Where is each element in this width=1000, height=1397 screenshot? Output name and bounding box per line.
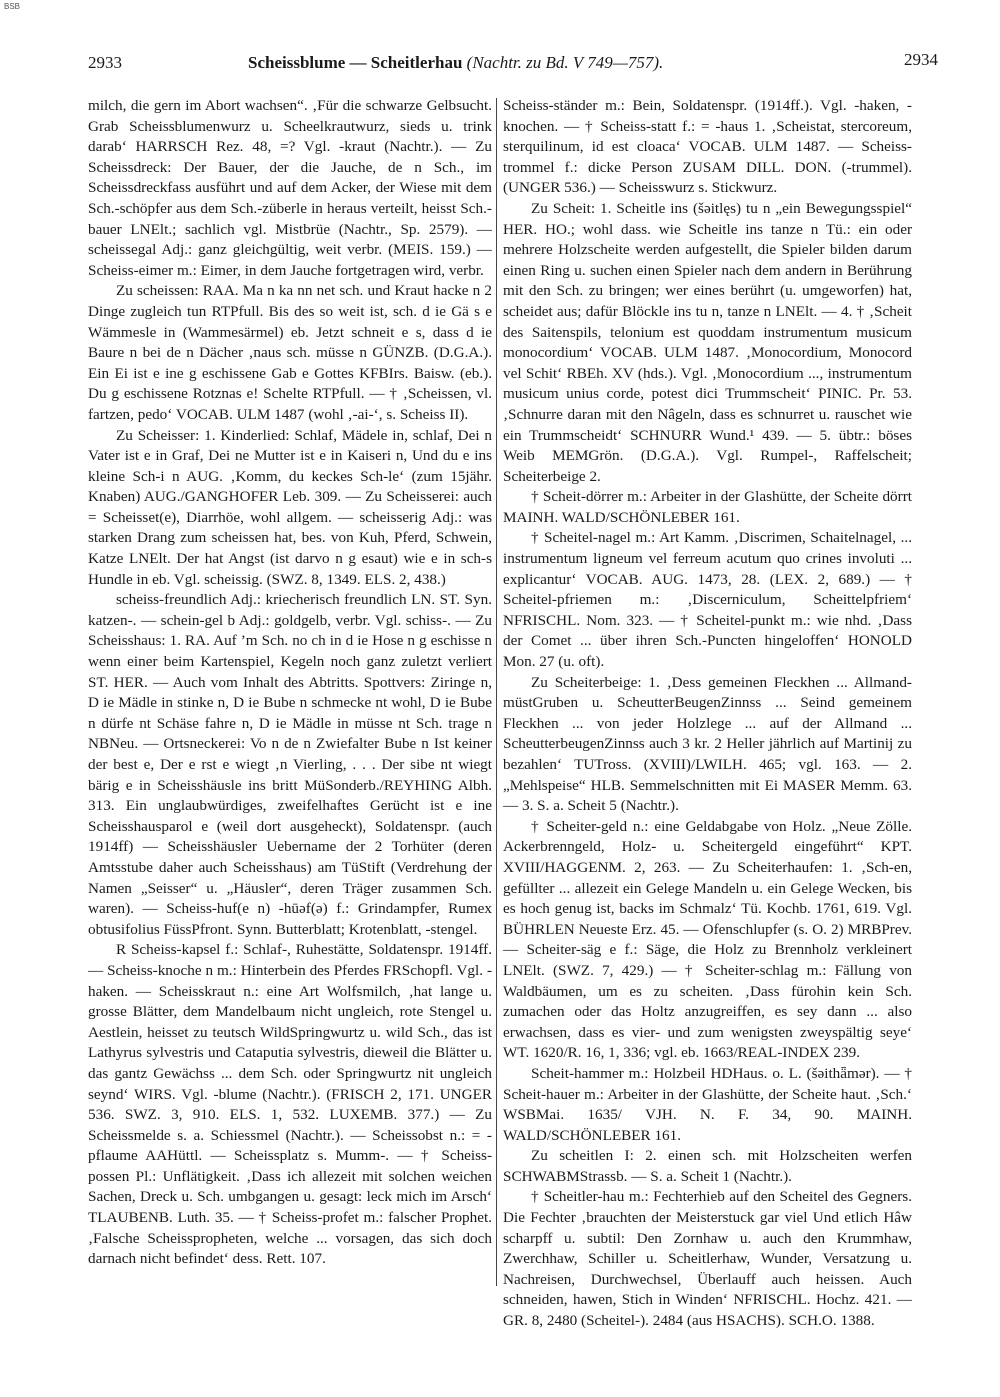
running-title-sub: (Nachtr. zu Bd. V 749—757).	[466, 53, 664, 72]
paragraph: Zu scheissen: RAA. Ma n ka nn net sch. und Kraut hacke n 2 Dinge zugleich tun RTPfull. Bis des so weit ist, sch. d ie Gä s e Wämmesle in (Wammesärmel) eb. Jetzt schneit e s, dass d ie Baure n bei de n Dächer ‚naus sch. müsse n GÜNZB. (D.G.A.). Ein Ei ist e ine g eschissene Gab e Gottes KFBIrs. Baisw. (eb.). Du g eschissene Rotznas e! Schelte RTPfull. — † ‚Scheissen, vl. fartzen, pedo‘ VOCAB. ULM 1487 (wohl ‚-ai-‘, s. Scheiss II).	[88, 282, 492, 423]
running-title	[248, 53, 663, 73]
paragraph: † Scheit-dörrer m.: Arbeiter in der Glashütte, der Scheite dörrt MAINH. WALD/SCHÖNLEBER 161.	[503, 488, 912, 526]
paragraph: † Scheitel-nagel m.: Art Kamm. ‚Discrimen, Schaitelnagel, ... instrumentum ligneum vel ferreum acutum quo crines involuti ... explicantur‘ VOCAB. AUG. 1473, 28. (LEX. 2, 689.) — † Scheitel-pfriemen m.: ‚Discerniculum, Scheittelpfriem‘ NFRISCHL. Nom. 323. — † Scheitel-punkt m.: wie nhd. ‚Dass der Comet ... über ihren Sch.-Puncten hingeloffen‘ HONOLD Mon. 27 (u. oft).	[503, 529, 912, 671]
paragraph: Zu Scheisser: 1. Kinderlied: Schlaf, Mädele in, schlaf, Dei n Vater ist e in Graf, Dei ne Mutter ist e in Kaiseri n, Und du e ins kleine Sch-i n AUG. ‚Komm, du keckes Sch-le‘ (zum 15jähr. Knaben) AUG./GANGHOFER Leb. 309. — Zu Scheisserei: auch = Scheisset(e), Diarrhöe, wohl allgem. — scheisserig Adj.: was starken Drang zum scheissen hat, bes. von Kuh, Pferd, Schwein, Katze LNElt. Der hat Angst (ist darvo n g esaut) wie e in sch-s Hundle in eb. Vgl. scheissig. (SWZ. 8, 1349. ELS. 2, 438.)	[88, 426, 492, 588]
running-title-main: Scheissblume — Scheitlerhau	[248, 53, 463, 72]
paragraph: scheiss-freundlich Adj.: kriecherisch freundlich LN. ST. Syn. katzen-. — schein-gel b Adj.: goldgelb, verbr. Vgl. schiss-. — Zu Scheisshaus: 1. RA. Auf ’m Sch. no ch in d ie Hose n g eschisse n wenn einer beim Kartenspiel, Kegeln noch ganz zuletzt verliert ST. HER. — Auch vom Inhalt des Abtritts. Spottvers: Ziringe n, D ie Mädle in stinke n, D ie Bube n schmecke nt wohl, D ie Bube n dürfe nt Schäse fahre n, D ie Mädle in müsse nt Sch. trage n NBNeu. — Ortsneckerei: Vo n de n Zwiefalter Bube n Ist keiner der best e, Der e rst e wiegt ‚n Vierling, . . . Der sibe nt wiegt bärig e in Scheisshäusle ins britt MüSonderb./REYHING Albh. 313. Ein unglaubwürdiges, zweifelhaftes Gerücht ist e ine Scheisshausparol e (weil dort ausgeheckt), Soldatenspr. (auch 1914ff) — Scheisshäusler Uebername der 2 Torhüter (deren Amtsstube daher auch Scheisshaus) am TüStift (Verdrehung der Namen „Seisser“ u. „Häusler“, deren Träger zusammen Sch. waren). — Scheiss-huf(e n) -hūəf(ə) f.: Grindampfer, Rumex obtusifolius FüssPfront. Synn. Butterblatt; Krotenblatt, -stengel.	[88, 591, 492, 938]
paragraph: Zu scheitlen I: 2. einen sch. mit Holzscheiten werfen SCHWABMStrassb. — S. a. Scheit 1 (Nachtr.).	[503, 1147, 912, 1185]
paragraph: Zu Scheit: 1. Scheitle ins (šəitlęs) tu n „ein Bewegungsspiel“ HER. HO.; wohl dass. wie Scheitle ins tanze n Tü.: ein oder mehrere Holzscheite werden aufgestellt, die Spieler bilden darum einen Ring u. suchen einen Spieler nach dem andern in Berührung mit den Sch. zu bringen; wer eines berührt (u. umgeworfen) hat, scheidet aus; dafür Blöckle ins tu n, tanze n LNElt. — 4. † ‚Scheit des Saitenspils, telonium est quoddam instrumentum musicum monocordium‘ VOCAB. ULM 1487. ‚Monocordium, Monocord vel Schit‘ RBEh. XV (hds.). Vgl. ‚Monocordium ..., instrumentum musicum unius corde, potest dici Trummscheit‘ PINIC. Pr. 53. ‚Schnurre daran mit den Nâgeln, dass es schnurret u. rauschet wie ein Trummscheidt‘ SCHNURR Wund.¹ 439. — 5. übtr.: böses Weib MEMGrön. (D.G.A.). Vgl. Rumpel-, Raffelscheit; Scheiterbeige 2.	[503, 199, 912, 485]
page-number-right: 2934	[904, 50, 938, 69]
paragraph: † Scheiter-geld n.: eine Geldabgabe von Holz. „Neue Zölle. Ackerbrenngeld, Holz- u. Scheitergeld eingeführt“ KPT. XVIII/HAGGENM. 2, 263. — Zu Scheiterhaufen: 1. ‚Sch-en, gefüllter ... allezeit ein Gelege Mandeln u. ein Gelege Wecken, bis es hoch genug ist, backs im Schmalz‘ Tü. Kochb. 1761, 619. Vgl. BÜHRLEN Neueste Erz. 45. — Ofenschlupfer (s. O. 2) MRBPrev. — Scheiter-säg e f.: Säge, die Holz zu Brennholz verkleinert LNElt. (SWZ. 7, 429.) — † Scheiter-schlag m.: Fällung von Waldbäumen, um es zu scheiten. ‚Dass fürohin kein Sch. zumachen oder das Holtz anzugreiffen, es sey dann ... also erwachsen, dass es vier- und zum wenigsten zweyspältig seye‘ WT. 1620/R. 16, 1, 336; vgl. eb. 1663/REAL-INDEX 239.	[503, 817, 912, 1062]
paragraph: Scheit-hammer m.: Holzbeil HDHaus. o. L. (šəithǟmər). — † Scheit-hauer m.: Arbeiter in der Glashütte, der Scheite haut. ‚Sch.‘ WSBMai. 1635/ VJH. N. F. 34, 90. MAINH. WALD/SCHÖNLEBER 161.	[503, 1064, 912, 1144]
column-divider	[496, 98, 497, 1286]
left-column	[88, 96, 492, 1270]
page-header	[88, 50, 938, 76]
library-stamp: BSB	[4, 2, 21, 11]
paragraph: R Scheiss-kapsel f.: Schlaf-, Ruhestätte, Soldatenspr. 1914ff. — Scheiss-knoche n m.: Hinterbein des Pferdes FRSchopfl. Vgl. -haken. — Scheisskraut n.: eine Art Wolfsmilch, ‚hat lange u. grosse Blätter, dem Mandelbaum nicht ungleich, rote Stengel u. Aestlein, heisset zu teutsch WildSpringwurtz u. wild Sch., das ist Lathyrus sylvestris und Cataputia sylvestris, dieweil die Blätter u. das gantz Gewächss ... dem Sch. oder Springwurtz nit ungleich seynd‘ WIRS. Vgl. -blume (Nachtr.). (FRISCH 2, 171. UNGER 536. SWZ. 3, 910. ELS. 1, 532. LUXEMB. 377.) — Zu Scheissmelde s. a. Schiessmel (Nachtr.). — Scheissobst n.: = -pflaume AAHüttl. — Scheissplatz s. Mumm-. — † Scheiss-possen Pl.: Unflätigkeit. ‚Dass ich allezeit mit solchen weichen Sachen, Dreck u. Sch. umbgangen u. gesagt: leck mich im Arsch‘ TLAUBENB. Luth. 35. — † Scheiss-profet m.: falscher Prophet. ‚Falsche Scheisspropheten, welche ... vorsagen, das sich doch darnach nicht befindet‘ dess. Rett. 107.	[88, 941, 492, 1268]
paragraph: Scheiss-ständer m.: Bein, Soldatenspr. (1914ff.). Vgl. -haken, -knochen. — † Scheiss-statt f.: = -haus 1. ‚Scheistat, stercoreum, sterquilinum, id est cloaca‘ VOCAB. ULM 1487. — Scheiss-trommel f.: dicke Person ZUSAM DILL. DON. (-trummel). (UNGER 536.) — Scheisswurz s. Stickwurz.	[503, 97, 912, 197]
paragraph: † Scheitler-hau m.: Fechterhieb auf den Scheitel des Gegners. Die Fechter ‚brauchten der Meisterstuck gar viel Und etlich Hâw scharpff u. subtil: Den Zornhaw u. auch den Krummhaw, Zwerchhaw, Schiller u. Scheitlerhaw, Wunder, Versatzung u. Nachreisen, Durchwechsel, Überlauff auch heissen. Auch schneiden, hawen, Stich in Winden‘ NFRISCHL. Hochz. 421. — GR. 8, 2480 (Scheitel-). 2484 (aus HSACHS). SCH.O. 1388.	[503, 1188, 912, 1330]
paragraph: Zu Scheiterbeige: 1. ‚Dess gemeinen Fleckhen ... Allmand-müstGruben u. ScheutterBeugenZinnss ... Seind gemeinem Fleckhen ... von jeder Holzlege ... auf der Allmand ... ScheutterbeugenZinnss auch 3 kr. 2 Heller jährlich auf Martinij zu bezahlen‘ TUTross. (XVIII)/LWILH. 465; vgl. 163. — 2. „Mehlspeise“ HLB. Semmelschnitten mit Ei MASER Memm. 63. — 3. S. a. Scheit 5 (Nachtr.).	[503, 673, 912, 815]
page-number-left: 2933	[88, 53, 122, 72]
right-column	[503, 96, 912, 1332]
paragraph: milch, die gern im Abort wachsen“. ‚Für die schwarze Gelbsucht. Grab Scheissblumenwurz u. Scheelkrautwurz, sieds u. trink darab‘ HARRSCH Rez. 48, =? Vgl. -kraut (Nachtr.). — Zu Scheissdreck: Der Bauer, der die Jauche, de n Sch., im Scheissdreckfass ausführt und auf dem Acker, der Wiese mit dem Sch.-schöpfer aus dem Sch.-züberle in heraus verteilt, heisst Sch.-bauer LNElt.; sachlich vgl. Mistbrüe (Nachtr., Sp. 2579). — scheissegal Adj.: ganz gleichgültig, weit verbr. (MEIS. 159.) — Scheiss-eimer m.: Eimer, in dem Jauche fortgetragen wird, verbr.	[88, 97, 492, 279]
